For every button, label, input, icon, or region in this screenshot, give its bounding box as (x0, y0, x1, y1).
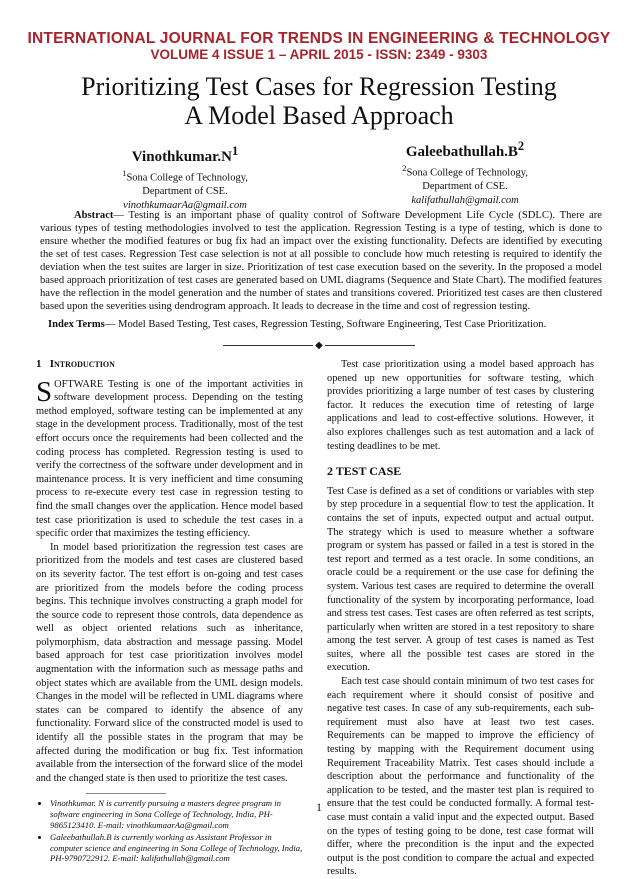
intro-paragraph-1: SOFTWARE Testing is one of the important activities in software development process. Depending on the testing method employed, software testing can be implemented at any stage in the development process. Traditionally, most of the test effort occurs once the requirements had been collected and the coding process has completed. Regression testing is used to verify the correctness of the software under development and in maintenance process. It is very inefficient and time consuming process to re-execute every test case in regression testing to find the small changes over the application. Hence model based test case prioritization is used to schedule the test cases in a specific order that maximizes the testing efficiency. (36, 375, 303, 540)
footnote-1: • Vinothkumar. N is currently pursuing a masters degree program in software engineering in Sona College of Technology, India, PH-9865123410. E-mail: vinothkumaarAa@gmail.com (50, 798, 303, 830)
intro-paragraph-2: In model based prioritization the regression test cases are prioritized from the models and test cases are clustered based on its severity factor. The test effort is on-going and test cases are prioritized from the models before the coding process begins. This technique involves constructing a graph model for the source code to represent those controls, data dependence as well as object oriented relations such as inheritance, polymorphism, data abstraction and message passing. Model based approach for test case prioritization involves model augmentation with the information such as message paths and object states which are available from the UML design models. Changes in the model will be reflected in UML diagrams where states can be compared to identify the absence of any functionality. Forward slice of the constructed model is used to identify all the possible states in the program that may be affected during the modification or bug fix. Test information available from the intersection of the forward slice of the model and the changed state is then used to prioritize the test cases. (36, 541, 303, 784)
intro-paragraph-3: Test case prioritization using a model based approach has opened up new opportunities for software testing, which provides prioritizing a large number of test cases by clustering factor. It reduces the execution time of retesting of large applications and lead to cost-effective solutions. However, it also explores challenges such as test automation and a lack of testing deadlines to be met. (327, 359, 594, 452)
test-case-paragraph-1: Test Case is defined as a set of conditions or variables with step by step procedure in a sequential flow to test the application. It contains the set of inputs, expected output and actual output. The strategy which is used to measure whether a software program or system has passed or failed in a test is stored in the test report and termed as a test oracle. In some conditions, an oracle could be a requirement or the use case for defining the system. Various test cases are required to determine the overall functionality of the system by incorporating performance, load and stress test cases. Test cases are often referred as test scripts, particularly when written are stored in a test repository to share among the test server. A group of test cases is named as Test suites, where all the possible test cases are stored in the execution. (327, 485, 594, 674)
drop-cap: S (36, 375, 53, 408)
section-divider (0, 340, 638, 351)
index-terms: Index Terms— Model Based Testing, Test cases, Regression Testing, Software Engineering, Test Case Prioritization. (48, 319, 547, 330)
test-case-paragraph-2: Each test case should contain minimum of two test cases for each requirement where it should consist of positive and negative test cases. In case of any sub-requirements, each sub-requirement must also have at least two test cases. Requirements can be mapped to improve the efficiency of testing by mapping with the Requirement document using Requirement Traceability Matrix. Test cases should include a description about the performance and functionality of the application to be tested, and the master test plan is required to ensure that the test could be conducted formally. A formal test-case must contain a valid input and the expected output. Based on the types of testing going to be done, test case format will differ, where the precondition is the input and the expected output is the post condition to compare the actual and expected results. (327, 676, 594, 878)
author-block-1 (80, 142, 290, 212)
paper-title-line-1: Prioritizing Test Cases for Regression Testing (81, 72, 557, 101)
paper-title-line-2: A Model Based Approach (184, 101, 454, 130)
section-1-heading: 1 Introduction (36, 358, 115, 370)
author-affiliation-2: $^2$Sona College of Technology, (402, 163, 528, 179)
footnote-2: • Galeebathullah.B is currently working as Assistant Professor in computer science and engineering in Sona College of Technology, India, PH-9790722912. E-mail: kalifathullah@gmail.com (50, 832, 303, 864)
abstract: Abstract— Testing is an important phase of quality control of Software Development Life Cycle (SDLC). There are various types of testing methodologies involved to test the application. Regression Testing is a type of testing, which is done to ensure whether the modified features or bug fix had an impact over the existing functionality. Defects are identified by executing the set of test cases. Regression Test case selection is not at all possible to conclude how much retesting is required to identify the deviation when the test suites are larger in size. Prioritization of test case execution based on the severity. In the proposed a model based approach prioritization of test cases are generated based on UML diagrams (Sequence and State Chart). The modified features have the reflection in the model generation and the number of states and transitions covered. Prioritized test cases are then clustered based upon the severities using dendrogram approach. It leads to decrease in the time and cost of regression testing. (40, 210, 602, 312)
author-name-1: $Vinothkumar.N^1$ (131, 144, 239, 165)
author-block-2 (360, 137, 570, 207)
journal-volume-issue: VOLUME 4 ISSUE 1 – APRIL 2015 - ISSN: 2349 - 9303 (150, 47, 488, 62)
page-number: 1 (316, 800, 322, 814)
footnote-rule (86, 793, 166, 794)
author-affiliation-1: $^1$Sona College of Technology, (122, 168, 248, 184)
journal-name: INTERNATIONAL JOURNAL FOR TRENDS IN ENGINEERING & TECHNOLOGY (27, 30, 611, 47)
author-department-2: Department of CSE. (422, 181, 508, 192)
diamond-icon: ◆ (315, 340, 323, 351)
left-column (36, 358, 303, 866)
section-2-heading: 2 TEST CASE (327, 464, 402, 479)
author-department-1: Department of CSE. (142, 186, 228, 197)
author-name-2: $Galeebathullah.B^2$ (405, 139, 525, 160)
author-email-1[interactable]: vinothkumaarAa@gmail.com (123, 199, 247, 211)
author-email-2[interactable]: kalifathullah@gmail.com (411, 194, 519, 206)
